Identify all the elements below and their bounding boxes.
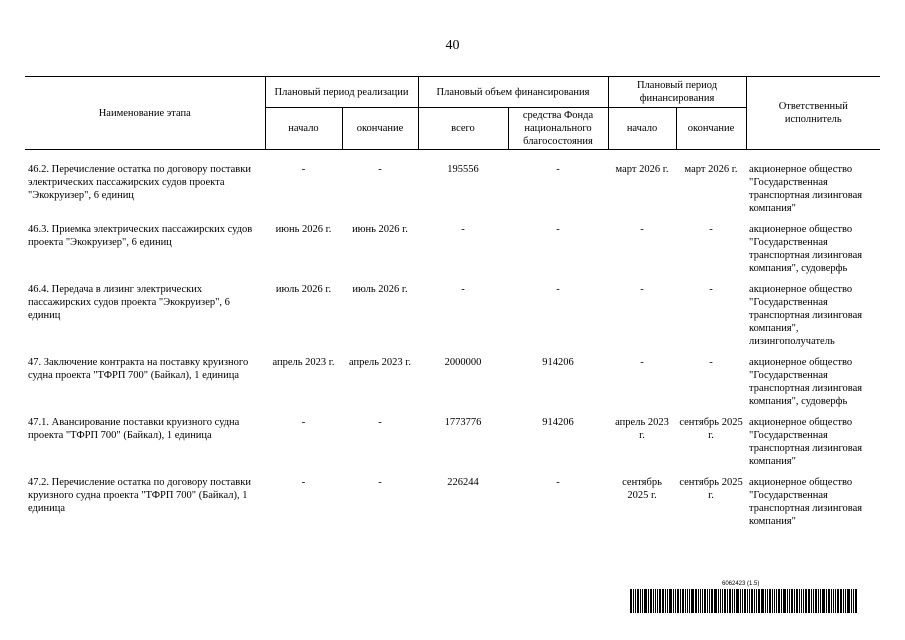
row-fund: 914206 — [542, 417, 574, 428]
row-total: 195556 — [447, 164, 479, 175]
row-end: июль 2026 г. — [352, 284, 408, 295]
header-impl-period: Плановый период реализации — [265, 77, 418, 108]
barcode-block — [630, 581, 858, 613]
barcode-bar — [714, 589, 717, 613]
row-fin-end: - — [709, 284, 713, 295]
row-fund: - — [556, 224, 560, 235]
barcode-bar — [662, 589, 664, 613]
barcode-bar — [700, 589, 701, 613]
row-fund: 914206 — [542, 357, 574, 368]
row-responsible: акционерное общество "Государственная транспортная лизинговая компания", судоверфь — [749, 224, 863, 274]
row-start: июнь 2026 г. — [275, 224, 332, 235]
row-end: - — [378, 417, 382, 428]
barcode-bar — [843, 589, 844, 613]
barcode-bar — [727, 589, 728, 613]
barcode-bar — [803, 589, 804, 613]
row-fin-start: сентябрь 2025 г. — [622, 477, 662, 501]
barcode-bar — [630, 589, 632, 613]
barcode-bar — [698, 589, 699, 613]
barcode-bar — [754, 589, 755, 613]
barcode-code: 6062423 (1.5) — [722, 581, 760, 587]
row-stage-name: 47.2. Перечисление остатка по договору поставки круизного судна проекта "ТФРП 700" (Байкал), 1 единица — [28, 477, 251, 514]
row-fin-end: сентябрь 2025 г. — [679, 417, 743, 441]
barcode-bar — [722, 589, 723, 613]
header-stage-name: Наименование этапа — [25, 77, 265, 150]
barcode-bar — [835, 589, 836, 613]
row-start: - — [301, 477, 306, 488]
barcode-bar — [818, 589, 819, 613]
barcode-bar — [718, 589, 719, 613]
header-fin-end: окончание — [676, 108, 746, 150]
barcode-bar — [665, 589, 666, 613]
barcode-bar — [756, 589, 757, 613]
barcode-bar — [783, 589, 786, 613]
barcode-bar — [813, 589, 814, 613]
row-fin-start: - — [640, 224, 644, 235]
row-stage-name: 46.3. Приемка электрических пассажирских судов проекта "Экокруизер", 6 единиц — [28, 224, 253, 248]
barcode-bar — [635, 589, 636, 613]
barcode-bar — [677, 589, 679, 613]
barcode-bar — [691, 589, 694, 613]
row-start: - — [301, 417, 306, 428]
header-financing-volume: Плановый объем финансирования — [418, 77, 608, 108]
barcode-bar — [787, 589, 788, 613]
row-end: июнь 2026 г. — [352, 224, 408, 235]
barcode-bar — [769, 589, 771, 613]
barcode-bar — [734, 589, 735, 613]
barcode-icon — [630, 589, 858, 613]
row-stage-name: 46.4. Передача в лизинг электрических пассажирских судов проекта "Экокруизер", 6 единиц — [28, 284, 230, 321]
barcode-bar — [851, 589, 852, 613]
header-fin-start: начало — [608, 108, 676, 150]
barcode-bar — [765, 589, 766, 613]
barcode-bar — [732, 589, 733, 613]
barcode-bar — [729, 589, 731, 613]
header-end: окончание — [342, 108, 418, 150]
table-row — [25, 223, 880, 283]
barcode-bar — [799, 589, 800, 613]
barcode-bar — [761, 589, 764, 613]
barcode-bar — [828, 589, 830, 613]
row-fin-end: сентябрь 2025 г. — [679, 477, 743, 501]
row-total: - — [461, 224, 465, 235]
row-stage-name: 46.2. Перечисление остатка по договору поставки электрических пассажирских судов проекта "Экокруизер", 6 единиц — [28, 164, 251, 201]
barcode-bar — [791, 589, 793, 613]
header-total: всего — [418, 108, 508, 150]
barcode-bar — [811, 589, 812, 613]
barcode-bar — [801, 589, 802, 613]
barcode-bar — [789, 589, 790, 613]
row-stage-name: 47.1. Авансирование поставки круизного судна проекта "ТФРП 700" (Байкал), 1 единица — [28, 417, 240, 441]
barcode-bar — [747, 589, 748, 613]
barcode-bar — [667, 589, 668, 613]
header-start: начало — [265, 108, 342, 150]
barcode-bar — [758, 589, 760, 613]
table-row — [25, 283, 880, 356]
page-number: 40 — [445, 38, 460, 53]
barcode-bar — [650, 589, 652, 613]
barcode-bar — [822, 589, 825, 613]
barcode-bar — [655, 589, 656, 613]
barcode-bar — [682, 589, 684, 613]
row-end: - — [378, 164, 382, 175]
table-row — [25, 150, 880, 224]
row-fin-end: - — [709, 224, 713, 235]
row-responsible: акционерное общество "Государственная транспортная лизинговая компания", лизингополучатель — [749, 284, 863, 347]
row-end: апрель 2023 г. — [348, 357, 412, 368]
row-stage-name: 47. Заключение контракта на поставку круизного судна проекта "ТФРП 700" (Байкал), 1 единица — [28, 357, 249, 381]
row-fin-end: - — [709, 357, 713, 368]
barcode-bar — [659, 589, 661, 613]
row-fin-start: март 2026 г. — [615, 164, 669, 175]
barcode-bar — [837, 589, 839, 613]
barcode-bar — [675, 589, 676, 613]
barcode-bar — [831, 589, 832, 613]
row-fin-start: - — [640, 284, 644, 295]
barcode-bar — [833, 589, 834, 613]
plan-table — [25, 76, 880, 536]
barcode-bar — [637, 589, 639, 613]
header-financing-period: Плановый период финансирования — [608, 77, 746, 108]
barcode-bar — [847, 589, 850, 613]
barcode-bar — [687, 589, 688, 613]
barcode-bar — [805, 589, 807, 613]
barcode-bar — [720, 589, 721, 613]
barcode-bar — [633, 589, 634, 613]
barcode-bar — [742, 589, 743, 613]
barcode-bar — [751, 589, 753, 613]
barcode-bar — [772, 589, 773, 613]
barcode-bar — [702, 589, 703, 613]
barcode-bar — [808, 589, 810, 613]
barcode-bar — [653, 589, 654, 613]
barcode-bar — [709, 589, 710, 613]
barcode-bar — [845, 589, 846, 613]
row-responsible: акционерное общество "Государственная транспортная лизинговая компания" — [749, 417, 863, 467]
row-start: апрель 2023 г. — [272, 357, 335, 368]
barcode-bar — [744, 589, 746, 613]
barcode-bar — [640, 589, 641, 613]
barcode-bar — [749, 589, 750, 613]
barcode-bar — [776, 589, 777, 613]
barcode-bar — [840, 589, 842, 613]
barcode-bar — [657, 589, 658, 613]
barcode-bar — [796, 589, 798, 613]
row-start: июль 2026 г. — [275, 284, 332, 295]
barcode-bar — [767, 589, 768, 613]
row-total: 226244 — [447, 477, 479, 488]
row-responsible: акционерное общество "Государственная транспортная лизинговая компания" — [749, 477, 863, 527]
barcode-bar — [781, 589, 782, 613]
row-total: 2000000 — [444, 357, 482, 368]
barcode-bar — [724, 589, 726, 613]
barcode-bar — [711, 589, 713, 613]
barcode-bar — [740, 589, 741, 613]
barcode-bar — [855, 589, 857, 613]
barcode-bar — [707, 589, 708, 613]
header-responsible: Ответственный исполнитель — [746, 77, 880, 150]
barcode-bar — [815, 589, 817, 613]
table-row — [25, 356, 880, 416]
barcode-bar — [642, 589, 643, 613]
row-fin-start: - — [640, 357, 644, 368]
barcode-bar — [680, 589, 681, 613]
barcode-bar — [689, 589, 690, 613]
barcode-bar — [774, 589, 775, 613]
row-end: - — [378, 477, 382, 488]
row-total: - — [461, 284, 465, 295]
header-fund: средства Фонда национального благосостояния — [508, 108, 608, 150]
barcode-bar — [685, 589, 686, 613]
row-fin-start: апрель 2023 г. — [615, 417, 669, 441]
row-start: - — [301, 164, 306, 175]
barcode-bar — [704, 589, 706, 613]
barcode-bar — [673, 589, 674, 613]
table-row — [25, 476, 880, 536]
row-responsible: акционерное общество "Государственная транспортная лизинговая компания", судоверфь — [749, 357, 863, 407]
barcode-bar — [794, 589, 795, 613]
barcode-bar — [820, 589, 821, 613]
barcode-bar — [669, 589, 672, 613]
row-fund: - — [556, 477, 560, 488]
barcode-bar — [778, 589, 780, 613]
barcode-bar — [695, 589, 697, 613]
barcode-bar — [736, 589, 739, 613]
row-total: 1773776 — [444, 417, 482, 428]
barcode-bar — [826, 589, 827, 613]
barcode-bar — [648, 589, 649, 613]
table-row — [25, 416, 880, 476]
barcode-bar — [853, 589, 854, 613]
row-fund: - — [556, 164, 560, 175]
barcode-bar — [644, 589, 647, 613]
row-fund: - — [556, 284, 560, 295]
row-fin-end: март 2026 г. — [684, 164, 738, 175]
row-responsible: акционерное общество "Государственная транспортная лизинговая компания" — [749, 164, 863, 214]
